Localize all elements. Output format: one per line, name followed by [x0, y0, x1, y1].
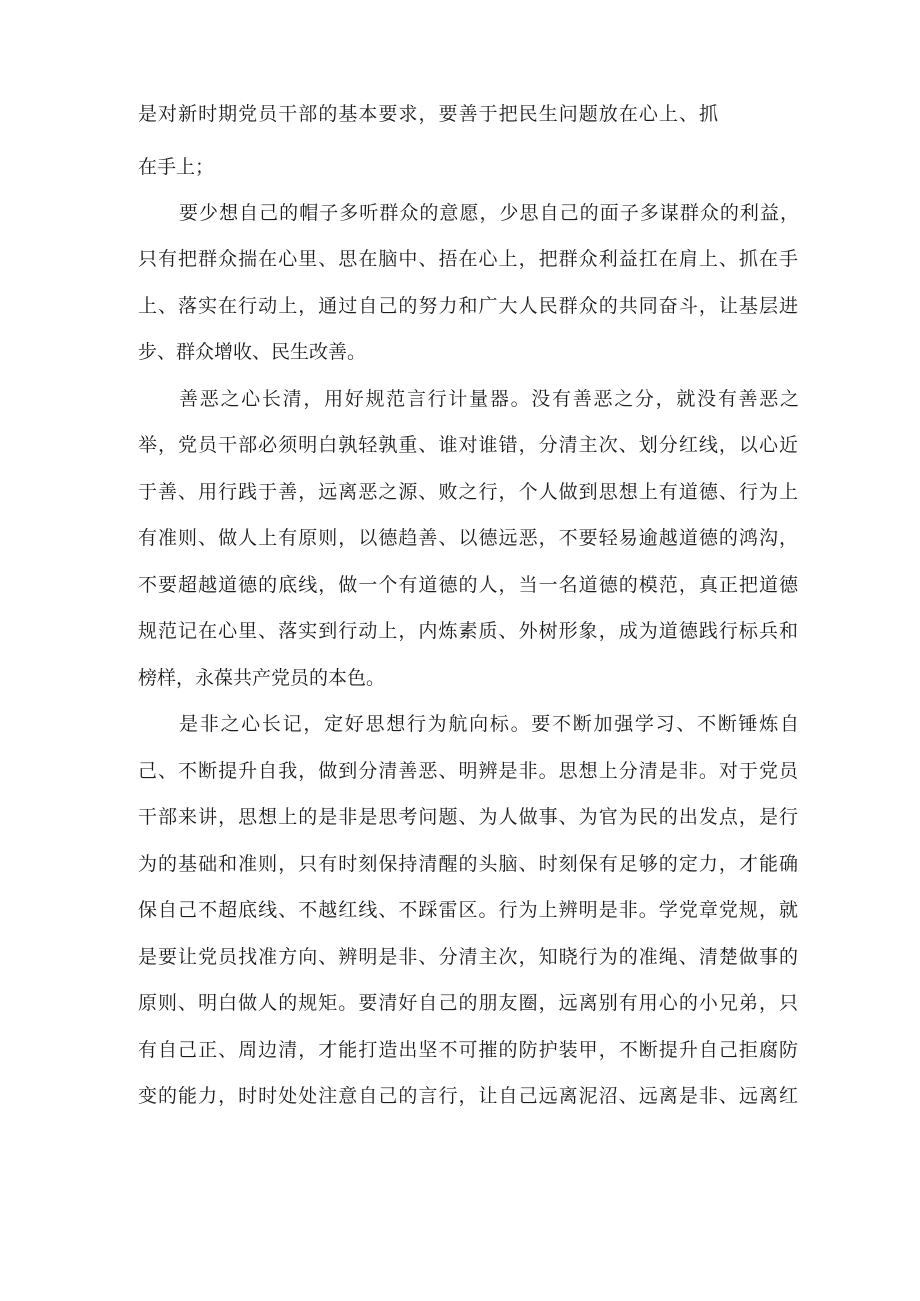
text-line: 规范记在心里、落实到行动上，内炼素质、外树形象，成为道德践行标兵和	[138, 620, 798, 642]
text-line: 在手上；	[138, 156, 215, 178]
text-line: 干部来讲，思想上的是非是思考问题、为人做事、为官为民的出发点，是行	[138, 806, 798, 828]
paragraph-first-line: 善恶之心长清，用好规范言行计量器。没有善恶之分，就没有善恶之	[179, 388, 799, 410]
text-line: 保自己不超底线、不越红线、不踩雷区。行为上辨明是非。学党章党规，就	[138, 899, 798, 921]
text-line: 步、群众增收、民生改善。	[138, 341, 367, 363]
text-line: 己、不断提升自我，做到分清善恶、明辨是非。思想上分清是非。对于党员	[138, 760, 798, 782]
text-line: 有自己正、周边清，才能打造出坚不可摧的防护装甲，不断提升自己拒腐防	[138, 1039, 798, 1061]
text-line: 变的能力，时时处处注意自己的言行，让自己远离泥沼、远离是非、远离红	[138, 1085, 798, 1107]
text-line: 只有把群众揣在心里、思在脑中、捂在心上，把群众利益扛在肩上、抓在手	[138, 248, 798, 270]
text-line: 原则、明白做人的规矩。要清好自己的朋友圈，远离别有用心的小兄弟，只	[138, 992, 798, 1014]
text-line: 于善、用行践于善，远离恶之源、败之行，个人做到思想上有道德、行为上	[138, 481, 798, 503]
text-line: 是对新时期党员干部的基本要求，要善于把民生问题放在心上、抓	[138, 103, 718, 125]
text-line: 上、落实在行动上，通过自己的努力和广大人民群众的共同奋斗，让基层进	[138, 295, 798, 317]
text-line: 是要让党员找准方向、辨明是非、分清主次，知晓行为的准绳、清楚做事的	[138, 946, 798, 968]
text-line: 为的基础和准则，只有时刻保持清醒的头脑、时刻保有足够的定力，才能确	[138, 853, 798, 875]
text-line: 榜样，永葆共产党员的本色。	[138, 667, 386, 689]
text-line: 举，党员干部必须明白孰轻孰重、谁对谁错，分清主次、划分红线，以心近	[138, 434, 798, 456]
paragraph-first-line: 是非之心长记，定好思想行为航向标。要不断加强学习、不断锤炼自	[179, 713, 799, 735]
text-line: 不要超越道德的底线，做一个有道德的人，当一名道德的模范，真正把道德	[138, 574, 798, 596]
text-line: 有准则、做人上有原则，以德趋善、以德远恶，不要轻易逾越道德的鸿沟，	[138, 527, 798, 549]
paragraph-first-line: 要少想自己的帽子多听群众的意愿，少思自己的面子多谋群众的利益，	[179, 202, 799, 224]
